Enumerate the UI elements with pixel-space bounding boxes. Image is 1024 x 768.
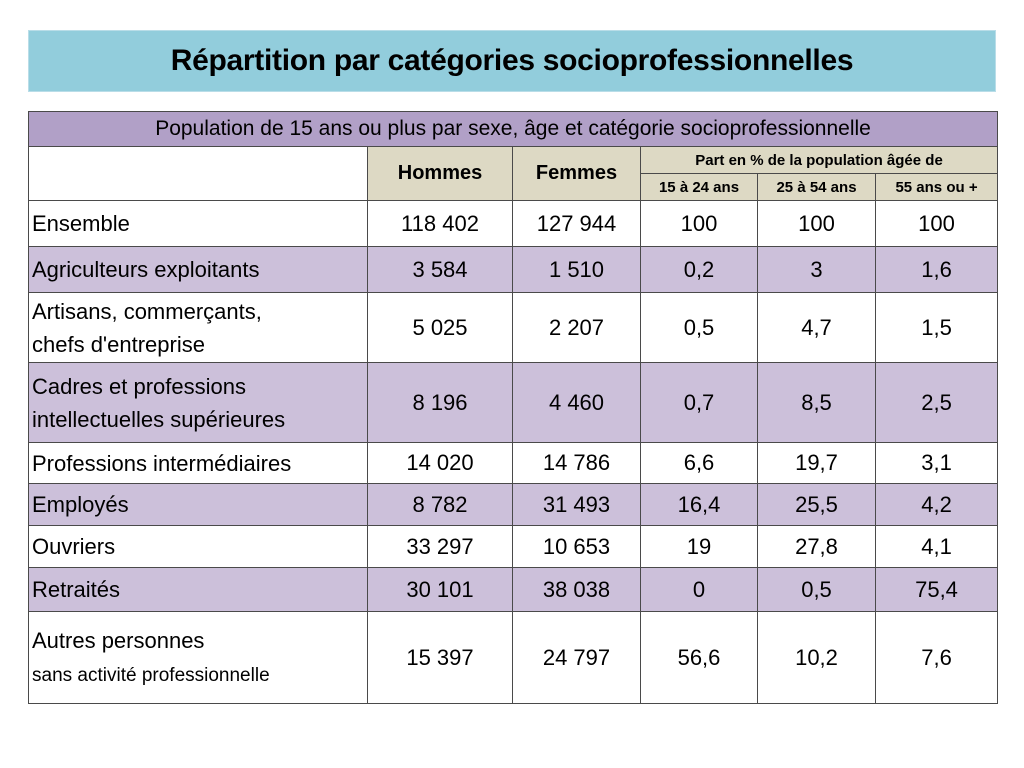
row-label: Agriculteurs exploitants xyxy=(29,247,368,293)
row-label: Ensemble xyxy=(29,201,368,247)
table-row xyxy=(29,201,998,247)
cell-femmes: 127 944 xyxy=(513,201,641,247)
row-label-line-1: Autres personnes xyxy=(32,627,205,653)
header-femmes: Femmes xyxy=(513,147,641,201)
cell-femmes: 14 786 xyxy=(513,443,641,484)
cell-part-25-54: 10,2 xyxy=(758,612,876,704)
row-label-line-1: Artisans, commerçants, xyxy=(32,298,262,324)
cell-part-25-54: 27,8 xyxy=(758,526,876,568)
cell-part-55-plus: 7,6 xyxy=(876,612,998,704)
cell-hommes: 8 782 xyxy=(368,484,513,526)
row-label-line-2: sans activité professionnelle xyxy=(32,664,270,686)
cell-hommes: 5 025 xyxy=(368,293,513,363)
row-label: Retraités xyxy=(29,568,368,612)
cell-part-55-plus: 1,6 xyxy=(876,247,998,293)
cell-part-25-54: 0,5 xyxy=(758,568,876,612)
cell-hommes: 118 402 xyxy=(368,201,513,247)
cell-femmes: 2 207 xyxy=(513,293,641,363)
table-caption: Population de 15 ans ou plus par sexe, âge et catégorie socioprofessionnelle xyxy=(29,112,998,147)
cell-hommes: 15 397 xyxy=(368,612,513,704)
cell-part-25-54: 25,5 xyxy=(758,484,876,526)
header-row-1 xyxy=(29,147,998,174)
cell-femmes: 38 038 xyxy=(513,568,641,612)
cell-part-55-plus: 4,1 xyxy=(876,526,998,568)
row-label: Professions intermédiaires xyxy=(29,443,368,484)
slide-title: Répartition par catégories socioprofessionnelles xyxy=(170,44,854,77)
cell-part-15-24: 0,5 xyxy=(641,293,758,363)
row-label: Employés xyxy=(29,484,368,526)
cell-femmes: 10 653 xyxy=(513,526,641,568)
cell-part-55-plus: 100 xyxy=(876,201,998,247)
table-row xyxy=(29,568,998,612)
cell-hommes: 3 584 xyxy=(368,247,513,293)
cell-part-25-54: 4,7 xyxy=(758,293,876,363)
cell-hommes: 8 196 xyxy=(368,363,513,443)
header-blank-cell xyxy=(29,147,368,201)
cell-hommes: 33 297 xyxy=(368,526,513,568)
table-row xyxy=(29,293,998,363)
header-age-55-plus: 55 ans ou + xyxy=(876,174,998,201)
cell-part-25-54: 100 xyxy=(758,201,876,247)
table-row xyxy=(29,363,998,443)
row-label-line-2: chefs d'entreprise xyxy=(32,331,205,357)
cell-part-25-54: 8,5 xyxy=(758,363,876,443)
title-banner xyxy=(28,30,996,92)
table-row xyxy=(29,612,998,704)
cell-part-15-24: 19 xyxy=(641,526,758,568)
cell-femmes: 31 493 xyxy=(513,484,641,526)
row-label xyxy=(29,293,368,363)
cell-femmes: 1 510 xyxy=(513,247,641,293)
cell-part-55-plus: 2,5 xyxy=(876,363,998,443)
cell-part-55-plus: 75,4 xyxy=(876,568,998,612)
row-label xyxy=(29,363,368,443)
header-hommes: Hommes xyxy=(368,147,513,201)
cell-part-55-plus: 1,5 xyxy=(876,293,998,363)
cell-part-15-24: 0,2 xyxy=(641,247,758,293)
cell-hommes: 14 020 xyxy=(368,443,513,484)
row-label xyxy=(29,612,368,704)
header-part-group: Part en % de la population âgée de xyxy=(641,147,998,174)
table-row xyxy=(29,443,998,484)
cell-part-25-54: 19,7 xyxy=(758,443,876,484)
cell-part-15-24: 0 xyxy=(641,568,758,612)
header-age-25-54: 25 à 54 ans xyxy=(758,174,876,201)
caption-row xyxy=(29,112,998,147)
socioprofessional-table xyxy=(28,111,998,704)
cell-part-15-24: 6,6 xyxy=(641,443,758,484)
row-label-line-2: intellectuelles supérieures xyxy=(32,406,286,432)
cell-part-25-54: 3 xyxy=(758,247,876,293)
cell-part-15-24: 16,4 xyxy=(641,484,758,526)
cell-femmes: 24 797 xyxy=(513,612,641,704)
cell-hommes: 30 101 xyxy=(368,568,513,612)
table-row xyxy=(29,526,998,568)
cell-femmes: 4 460 xyxy=(513,363,641,443)
table-row xyxy=(29,247,998,293)
cell-part-15-24: 100 xyxy=(641,201,758,247)
table-row xyxy=(29,484,998,526)
row-label-line-1: Cadres et professions xyxy=(32,373,246,399)
cell-part-55-plus: 4,2 xyxy=(876,484,998,526)
cell-part-15-24: 56,6 xyxy=(641,612,758,704)
cell-part-55-plus: 3,1 xyxy=(876,443,998,484)
cell-part-15-24: 0,7 xyxy=(641,363,758,443)
header-age-15-24: 15 à 24 ans xyxy=(641,174,758,201)
row-label: Ouvriers xyxy=(29,526,368,568)
